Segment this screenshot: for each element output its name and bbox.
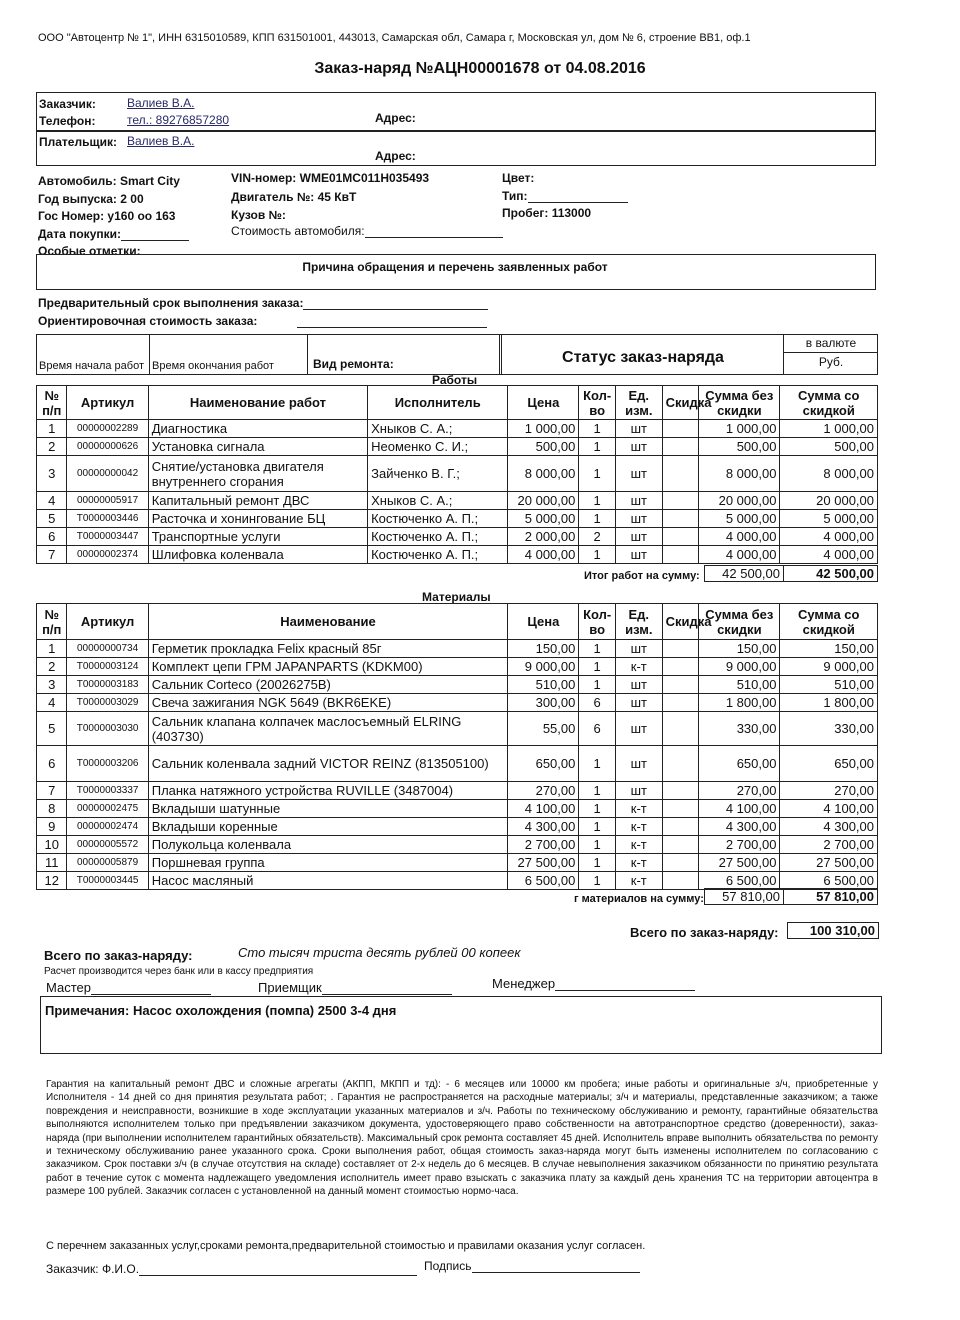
- cell-sum: 330,00: [699, 712, 780, 746]
- cell-price: 5 000,00: [508, 510, 579, 528]
- cell-num: 8: [37, 800, 67, 818]
- cell-qty: 1: [579, 782, 616, 800]
- cell-executor: Зайченко В. Г.;: [368, 456, 508, 492]
- works-section-title: Работы: [432, 373, 478, 387]
- cell-sum-discount: 20 000,00: [780, 492, 878, 510]
- cell-num: 3: [37, 676, 67, 694]
- cell-sum: 270,00: [699, 782, 780, 800]
- cell-sum: 500,00: [699, 438, 780, 456]
- cell-unit: шт: [615, 694, 662, 712]
- cell-qty: 6: [579, 694, 616, 712]
- cell-article: 00000002475: [67, 800, 148, 818]
- materials-header-discount: Скидка: [662, 604, 699, 640]
- cell-qty: 1: [579, 854, 616, 872]
- cell-name: Планка натяжного устройства RUVILLE (3487004): [148, 782, 508, 800]
- phone-label: Телефон:: [39, 114, 96, 128]
- materials-header-num: № п/п: [37, 604, 67, 640]
- engine-number: Двигатель №: 45 КвТ: [231, 190, 357, 204]
- payment-note: Расчет производится через банк или в кассу предприятия: [44, 966, 314, 977]
- cell-qty: 1: [579, 438, 616, 456]
- master-signature: Мастер: [46, 980, 211, 995]
- materials-section-title: Материалы: [422, 590, 491, 604]
- cell-name: Установка сигнала: [148, 438, 367, 456]
- cell-unit: шт: [615, 528, 662, 546]
- cell-article: Т0000003446: [67, 510, 148, 528]
- cell-article: Т0000003124: [67, 658, 148, 676]
- cell-name: Шлифовка коленвала: [148, 546, 367, 564]
- cell-discount: [662, 836, 699, 854]
- cell-article: 00000005879: [67, 854, 148, 872]
- currency-label: в валюте: [805, 336, 857, 350]
- works-header-name: Наименование работ: [148, 386, 367, 420]
- cell-price: 4 100,00: [508, 800, 579, 818]
- cell-unit: шт: [615, 546, 662, 564]
- grand-total-value: 100 310,00: [787, 922, 879, 939]
- cell-num: 2: [37, 658, 67, 676]
- car-cost: Стоимость автомобиля:: [231, 224, 503, 238]
- cell-sum-discount: 2 700,00: [780, 836, 878, 854]
- start-time-label: Время начала работ: [39, 360, 144, 372]
- status-row: [36, 334, 878, 375]
- agreement-text: С перечнем заказанных услуг,сроками ремонта,предварительной стоимостью и правилами оказания услуг согласен.: [46, 1240, 646, 1252]
- cell-sum: 4 000,00: [699, 528, 780, 546]
- cell-name: Вкладыши шатунные: [148, 800, 508, 818]
- cell-sum-discount: 4 000,00: [780, 546, 878, 564]
- notes-text: Примечания: Насос охолождения (помпа) 2500 3-4 дня: [45, 1003, 397, 1018]
- cell-num: 1: [37, 420, 67, 438]
- cell-name: Капитальный ремонт ДВС: [148, 492, 367, 510]
- works-header-executor: Исполнитель: [368, 386, 508, 420]
- works-header-article: Артикул: [67, 386, 148, 420]
- customer-label: Заказчик:: [39, 97, 96, 111]
- works-header-sum-no-discount: Сумма без скидки: [699, 386, 780, 420]
- cell-name: Сальник коленвала задний VICTOR REINZ (813505100): [148, 746, 508, 782]
- payer-address-label: Адрес:: [375, 149, 416, 163]
- prelim-cost: Ориентировочная стоимость заказа:: [38, 314, 487, 328]
- cell-article: Т0000003029: [67, 694, 148, 712]
- cell-num: 12: [37, 872, 67, 890]
- cell-sum-discount: 1 800,00: [780, 694, 878, 712]
- reason-title: Причина обращения и перечень заявленных работ: [302, 260, 608, 274]
- cell-article: Т0000003445: [67, 872, 148, 890]
- cell-sum: 1 000,00: [699, 420, 780, 438]
- cell-name: Снятие/установка двигателя внутреннего сгорания: [148, 456, 367, 492]
- cell-unit: шт: [615, 420, 662, 438]
- payer-label: Плательщик:: [39, 135, 117, 149]
- body-number: Кузов №:: [231, 208, 286, 222]
- cell-article: Т0000003206: [67, 746, 148, 782]
- cell-unit: к-т: [615, 818, 662, 836]
- materials-header-unit: Ед. изм.: [615, 604, 662, 640]
- customer-box: [36, 92, 876, 132]
- cell-price: 4 300,00: [508, 818, 579, 836]
- cell-discount: [662, 854, 699, 872]
- works-header-num: № п/п: [37, 386, 67, 420]
- cell-executor: Хныков С. А.;: [368, 492, 508, 510]
- cell-qty: 1: [579, 872, 616, 890]
- materials-header-qty: Кол-во: [579, 604, 616, 640]
- cell-price: 8 000,00: [508, 456, 579, 492]
- table-row: [37, 640, 878, 658]
- table-row: [37, 694, 878, 712]
- works-header-discount: Скидка: [662, 386, 699, 420]
- cell-discount: [662, 712, 699, 746]
- cell-qty: 1: [579, 658, 616, 676]
- reason-box: [36, 254, 876, 290]
- cell-price: 20 000,00: [508, 492, 579, 510]
- cell-num: 1: [37, 640, 67, 658]
- cell-article: 00000000042: [67, 456, 148, 492]
- cell-executor: Костюченко А. П.;: [368, 510, 508, 528]
- cell-qty: 1: [579, 420, 616, 438]
- works-table: [36, 385, 878, 564]
- end-time-label: Время окончания работ: [152, 360, 274, 372]
- cell-sum: 650,00: [699, 746, 780, 782]
- works-header-sum-discount: Сумма со скидкой: [780, 386, 878, 420]
- car-plate: Гос Номер: у160 оо 163: [38, 209, 176, 223]
- cell-num: 5: [37, 712, 67, 746]
- cell-price: 300,00: [508, 694, 579, 712]
- cell-qty: 6: [579, 712, 616, 746]
- car-year: Год выпуска: 2 00: [38, 192, 144, 206]
- cell-sum: 5 000,00: [699, 510, 780, 528]
- works-total-no-discount: 42 500,00: [704, 565, 784, 582]
- cell-executor: Костюченко А. П.;: [368, 546, 508, 564]
- page-title: Заказ-наряд №АЦН00001678 от 04.08.2016: [314, 60, 646, 77]
- cell-unit: к-т: [615, 800, 662, 818]
- table-row: [37, 510, 878, 528]
- cell-sum: 150,00: [699, 640, 780, 658]
- cell-price: 510,00: [508, 676, 579, 694]
- car-mileage: Пробег: 113000: [502, 206, 592, 220]
- cell-price: 6 500,00: [508, 872, 579, 890]
- cell-article: Т0000003183: [67, 676, 148, 694]
- cell-unit: к-т: [615, 854, 662, 872]
- cell-num: 2: [37, 438, 67, 456]
- payer-value: Валиев В.А.: [127, 134, 195, 148]
- cell-name: Насос масляный: [148, 872, 508, 890]
- customer-value: Валиев В.А.: [127, 96, 195, 110]
- cell-sum: 4 000,00: [699, 546, 780, 564]
- cell-article: Т0000003337: [67, 782, 148, 800]
- cell-executor: Неоменко С. И.;: [368, 438, 508, 456]
- cell-qty: 1: [579, 818, 616, 836]
- cell-qty: 1: [579, 746, 616, 782]
- cell-price: 2 000,00: [508, 528, 579, 546]
- cell-article: 00000005572: [67, 836, 148, 854]
- cell-sum: 6 500,00: [699, 872, 780, 890]
- cell-sum-discount: 4 300,00: [780, 818, 878, 836]
- materials-total-discount: 57 810,00: [783, 888, 878, 905]
- cell-article: 00000002374: [67, 546, 148, 564]
- notes-box: [40, 996, 882, 1054]
- table-row: [37, 456, 878, 492]
- total-words-value: Сто тысяч триста десять рублей 00 копеек: [238, 945, 521, 960]
- materials-header-article: Артикул: [67, 604, 148, 640]
- organization-line: ООО "Автоцентр № 1", ИНН 6315010589, КПП 631501001, 443013, Самарская обл, Самара г, Московская ул, дом № 6, строение ВВ1, оф.1: [38, 32, 751, 44]
- repair-type-label: Вид ремонта:: [313, 357, 394, 371]
- cell-num: 4: [37, 492, 67, 510]
- works-header-qty: Кол-во: [579, 386, 616, 420]
- cell-unit: шт: [615, 438, 662, 456]
- table-row: [37, 420, 878, 438]
- cell-price: 9 000,00: [508, 658, 579, 676]
- cell-discount: [662, 492, 699, 510]
- cell-discount: [662, 420, 699, 438]
- cell-executor: Костюченко А. П.;: [368, 528, 508, 546]
- cell-unit: шт: [615, 676, 662, 694]
- cell-name: Вкладыши коренные: [148, 818, 508, 836]
- cell-num: 7: [37, 782, 67, 800]
- cell-sum: 2 700,00: [699, 836, 780, 854]
- cell-num: 4: [37, 694, 67, 712]
- table-row: [37, 438, 878, 456]
- cell-num: 7: [37, 546, 67, 564]
- phone-value: тел.: 89276857280: [127, 113, 230, 127]
- cell-price: 4 000,00: [508, 546, 579, 564]
- address-label: Адрес:: [375, 111, 416, 125]
- cell-qty: 1: [579, 510, 616, 528]
- materials-total-no-discount: 57 810,00: [704, 888, 784, 905]
- materials-total-label: г материалов на сумму:: [574, 893, 704, 905]
- cell-article: 00000000734: [67, 640, 148, 658]
- table-row: [37, 800, 878, 818]
- table-row: [37, 676, 878, 694]
- cell-sum: 4 100,00: [699, 800, 780, 818]
- warranty-text: Гарантия на капитальный ремонт ДВС и сложные агрегаты (АКПП, МКПП и тд): - 6 месяцев или 10000 км пробега; иные работы и оригинальные з/ч, приобретенные у Исполнителя - 14 дней со дня принятия результата работ; . Гарантия не распространяется на расходные материалы; з/ч и материалы, представленные заказчиком; а также повреждения и неисправности, возникшие в ходе эксплуатации указанных материалов и з/ч. Работы по техническому обслуживанию и ремонту, гарантийные обязательства выполняются исполнителем только при предъявлении заказчиком документа, удостоверяющего право собственности на автотранспортное средство (доверенности), заказ-наряда (при выполнении исполнителем гарантийных обязательств). Максимальный срок ремонта составляет 45 дней. Исполнитель вправе выполнить обязательства по ремонту и техническому обслуживанию ранее указанного срока. Сроки выполнения работ, общая стоимость заказ-наряда могут быть изменены исполнителем по согласованию с заказчиком. Срок поставки з/ч (в случае отсутствия на складе) составляет от 2-х недель до 6 месяцев. В случае невыполнения заказчиком обязанности по принятию результата работ в течение суток с момента надлежащего уведомления исполнитель имеет право взыскать с заказчика плату за каждый день хранения ТС на территории автоцентра в размере 100 рублей. Заказчик согласен с установленной на данный момент стоимостью нормо-часа.: [46, 1079, 878, 1198]
- cell-num: 6: [37, 746, 67, 782]
- manager-signature: Менеджер: [492, 976, 695, 991]
- cell-num: 3: [37, 456, 67, 492]
- car-type: Тип:: [502, 189, 628, 203]
- cell-discount: [662, 546, 699, 564]
- cell-qty: 1: [579, 456, 616, 492]
- cell-sum-discount: 650,00: [780, 746, 878, 782]
- cell-name: Расточка и хонингование БЦ: [148, 510, 367, 528]
- cell-sum-discount: 1 000,00: [780, 420, 878, 438]
- cell-num: 10: [37, 836, 67, 854]
- cell-discount: [662, 800, 699, 818]
- cell-sum-discount: 500,00: [780, 438, 878, 456]
- cell-sum-discount: 6 500,00: [780, 872, 878, 890]
- cell-article: 00000002289: [67, 420, 148, 438]
- cell-sum-discount: 150,00: [780, 640, 878, 658]
- cell-unit: шт: [615, 510, 662, 528]
- cell-unit: шт: [615, 746, 662, 782]
- cell-qty: 1: [579, 836, 616, 854]
- cell-unit: шт: [615, 782, 662, 800]
- works-total-discount: 42 500,00: [783, 565, 878, 582]
- materials-header-sum-discount: Сумма со скидкой: [780, 604, 878, 640]
- cell-sum: 20 000,00: [699, 492, 780, 510]
- cell-sum-discount: 330,00: [780, 712, 878, 746]
- cell-unit: шт: [615, 640, 662, 658]
- customer-fio: Заказчик: Ф.И.О.: [46, 1262, 417, 1276]
- cell-name: Полукольца коленвала: [148, 836, 508, 854]
- cell-unit: к-т: [615, 836, 662, 854]
- cell-name: Диагностика: [148, 420, 367, 438]
- car-model: Автомобиль: Smart City: [38, 174, 180, 188]
- cell-discount: [662, 818, 699, 836]
- cell-sum: 9 000,00: [699, 658, 780, 676]
- cell-qty: 2: [579, 528, 616, 546]
- cell-qty: 1: [579, 676, 616, 694]
- cell-qty: 1: [579, 546, 616, 564]
- table-row: [37, 872, 878, 890]
- cell-price: 55,00: [508, 712, 579, 746]
- cell-discount: [662, 782, 699, 800]
- works-header-unit: Ед. изм.: [615, 386, 662, 420]
- cell-sum-discount: 5 000,00: [780, 510, 878, 528]
- cell-unit: к-т: [615, 658, 662, 676]
- cell-sum: 27 500,00: [699, 854, 780, 872]
- status-title: Статус заказ-наряда: [562, 349, 724, 366]
- car-color: Цвет:: [502, 171, 535, 185]
- cell-name: Транспортные услуги: [148, 528, 367, 546]
- materials-header-sum-no-discount: Сумма без скидки: [699, 604, 780, 640]
- cell-executor: Хныков С. А.;: [368, 420, 508, 438]
- cell-discount: [662, 528, 699, 546]
- table-row: [37, 712, 878, 746]
- cell-sum-discount: 510,00: [780, 676, 878, 694]
- cell-discount: [662, 456, 699, 492]
- cell-num: 6: [37, 528, 67, 546]
- cell-sum-discount: 27 500,00: [780, 854, 878, 872]
- table-row: [37, 818, 878, 836]
- cell-unit: шт: [615, 712, 662, 746]
- table-row: [37, 546, 878, 564]
- cell-name: Сальник клапана колпачек маслосъемный ELRING (403730): [148, 712, 508, 746]
- works-header-price: Цена: [508, 386, 579, 420]
- cell-sum-discount: 9 000,00: [780, 658, 878, 676]
- cell-sum: 4 300,00: [699, 818, 780, 836]
- cell-price: 150,00: [508, 640, 579, 658]
- cell-price: 1 000,00: [508, 420, 579, 438]
- cell-sum-discount: 8 000,00: [780, 456, 878, 492]
- cell-article: 00000002474: [67, 818, 148, 836]
- cell-sum-discount: 270,00: [780, 782, 878, 800]
- cell-discount: [662, 676, 699, 694]
- table-row: [37, 658, 878, 676]
- cell-price: 500,00: [508, 438, 579, 456]
- cell-sum-discount: 4 100,00: [780, 800, 878, 818]
- works-total-label: Итог работ на сумму:: [584, 570, 700, 582]
- cell-num: 9: [37, 818, 67, 836]
- cell-sum-discount: 4 000,00: [780, 528, 878, 546]
- cell-discount: [662, 640, 699, 658]
- cell-price: 270,00: [508, 782, 579, 800]
- cell-unit: к-т: [615, 872, 662, 890]
- cell-discount: [662, 510, 699, 528]
- special-marks-label: Особые отметки:: [38, 244, 141, 258]
- table-row: [37, 528, 878, 546]
- payer-box: [36, 130, 876, 166]
- cell-sum: 1 800,00: [699, 694, 780, 712]
- grand-total-label: Всего по заказ-наряду:: [630, 925, 779, 940]
- cell-discount: [662, 694, 699, 712]
- total-words-label: Всего по заказ-наряду:: [44, 948, 193, 963]
- cell-qty: 1: [579, 800, 616, 818]
- table-row: [37, 836, 878, 854]
- cell-discount: [662, 438, 699, 456]
- cell-discount: [662, 658, 699, 676]
- cell-discount: [662, 746, 699, 782]
- cell-unit: шт: [615, 492, 662, 510]
- cell-article: Т0000003447: [67, 528, 148, 546]
- cell-unit: шт: [615, 456, 662, 492]
- cell-num: 5: [37, 510, 67, 528]
- cell-sum: 510,00: [699, 676, 780, 694]
- cell-name: Поршневая группа: [148, 854, 508, 872]
- materials-table: [36, 603, 878, 890]
- table-row: [37, 746, 878, 782]
- cell-qty: 1: [579, 492, 616, 510]
- vin-number: VIN-номер: WME01MC011H035493: [231, 171, 430, 185]
- purchase-date: Дата покупки:: [38, 227, 189, 241]
- cell-price: 650,00: [508, 746, 579, 782]
- cell-article: 00000000626: [67, 438, 148, 456]
- cell-price: 27 500,00: [508, 854, 579, 872]
- materials-header-name: Наименование: [148, 604, 508, 640]
- cell-num: 11: [37, 854, 67, 872]
- cell-sum: 8 000,00: [699, 456, 780, 492]
- table-row: [37, 854, 878, 872]
- cell-discount: [662, 872, 699, 890]
- receiver-signature: Приемщик: [258, 980, 452, 995]
- cell-article: 00000005917: [67, 492, 148, 510]
- cell-name: Комплект цепи ГРМ JAPANPARTS (KDKM00): [148, 658, 508, 676]
- cell-name: Герметик прокладка Felix красный 85г: [148, 640, 508, 658]
- currency-value: Руб.: [818, 355, 844, 369]
- cell-name: Свеча зажигания NGK 5649 (BKR6EKE): [148, 694, 508, 712]
- materials-header-price: Цена: [508, 604, 579, 640]
- cell-article: Т0000003030: [67, 712, 148, 746]
- table-row: [37, 782, 878, 800]
- cell-name: Сальник Corteco (20026275B): [148, 676, 508, 694]
- table-row: [37, 492, 878, 510]
- customer-signature: Подпись: [424, 1259, 640, 1273]
- prelim-term: Предварительный срок выполнения заказа:: [38, 296, 488, 310]
- cell-price: 2 700,00: [508, 836, 579, 854]
- cell-qty: 1: [579, 640, 616, 658]
